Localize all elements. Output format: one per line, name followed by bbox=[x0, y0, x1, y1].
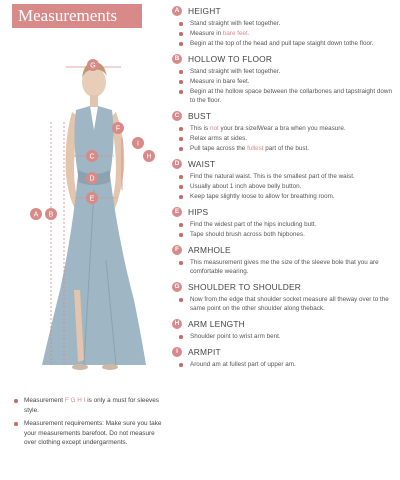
item-text-pre: Stand straight with feet together. bbox=[190, 68, 281, 75]
svg-text:D: D bbox=[89, 175, 95, 183]
section-item bbox=[172, 134, 396, 143]
section-header bbox=[172, 345, 396, 359]
bullet-dot bbox=[179, 42, 183, 46]
item-text-pre: Begin at the hollow space between the collarbones and tapstraight down to the floor. bbox=[190, 88, 392, 104]
item-text-pre: Relax arms at sides. bbox=[190, 135, 248, 142]
item-text-pre: This measurement gives me the size of the sleeve bole that you are comfortable wearing. bbox=[190, 259, 379, 275]
letter-badge: I bbox=[172, 347, 182, 357]
bullet-dot bbox=[179, 70, 183, 74]
svg-text:C: C bbox=[89, 153, 95, 161]
section-header bbox=[172, 4, 396, 18]
bullet-dot bbox=[179, 22, 183, 26]
bullet-dot bbox=[14, 422, 18, 426]
section-item bbox=[172, 220, 396, 229]
section-item bbox=[172, 332, 396, 341]
item-text-accent: not bbox=[209, 125, 219, 132]
section-title: HIPS bbox=[188, 207, 209, 217]
svg-text:A: A bbox=[33, 211, 39, 219]
item-text-pre: Stand straight with feet together. bbox=[190, 20, 281, 27]
section-header bbox=[172, 157, 396, 171]
item-text-pre: Find the natural waist. This is the smallest part of the waist. bbox=[190, 173, 355, 180]
svg-text:G: G bbox=[90, 62, 96, 70]
svg-text:E: E bbox=[89, 195, 95, 203]
section-header bbox=[172, 317, 396, 331]
figure-badge-b bbox=[45, 208, 57, 220]
section-item bbox=[172, 124, 396, 133]
dress-shape bbox=[42, 106, 146, 365]
letter-badge: G bbox=[172, 282, 182, 292]
svg-text:I: I bbox=[137, 140, 139, 148]
section-armpit bbox=[172, 345, 396, 369]
item-text-pre: Tape should brush across both hipbones. bbox=[190, 231, 305, 238]
section-item bbox=[172, 29, 396, 38]
section-shoulder-to-shoulder bbox=[172, 280, 396, 313]
bullet-dot bbox=[179, 233, 183, 237]
figure-badge-i bbox=[132, 137, 144, 149]
bullet-dot bbox=[179, 147, 183, 151]
section-title: ARMPIT bbox=[188, 347, 221, 357]
svg-text:B: B bbox=[48, 211, 54, 219]
bullet-dot bbox=[179, 223, 183, 227]
figure-badge-g bbox=[87, 59, 99, 71]
section-arm-length bbox=[172, 317, 396, 341]
section-item bbox=[172, 182, 396, 191]
section-title: HEIGHT bbox=[188, 6, 221, 16]
letter-badge: A bbox=[172, 6, 182, 16]
letter-badge: B bbox=[172, 54, 182, 64]
letter-badge: D bbox=[172, 159, 182, 169]
bullet-dot bbox=[179, 32, 183, 36]
bullet-dot bbox=[179, 335, 183, 339]
section-title: ARMHOLE bbox=[188, 245, 231, 255]
dress-figure-illustration bbox=[6, 40, 166, 390]
item-text-pre: Measure in bbox=[190, 30, 223, 37]
section-header bbox=[172, 52, 396, 66]
figure-badge-a bbox=[30, 208, 42, 220]
item-text-accent: fullest bbox=[247, 145, 264, 152]
figure-badge-h bbox=[143, 150, 155, 162]
bullet-dot bbox=[179, 127, 183, 131]
section-item bbox=[172, 87, 396, 105]
item-text-post: part of the bust. bbox=[263, 145, 310, 152]
section-item bbox=[172, 295, 396, 313]
section-hollow-to-floor bbox=[172, 52, 396, 105]
bullet-dot bbox=[179, 175, 183, 179]
item-text-pre: Around am at fullest part of upper am. bbox=[190, 361, 296, 368]
item-text-pre: Find the widest part of the hips including butt. bbox=[190, 221, 317, 228]
item-text-pre: This is bbox=[190, 125, 210, 132]
item-text-pre: Begin at the top of the head and pull tape staight down tothe floor. bbox=[190, 40, 374, 47]
section-header bbox=[172, 109, 396, 123]
section-item bbox=[172, 144, 396, 153]
section-header bbox=[172, 243, 396, 257]
measurement-sections bbox=[172, 4, 396, 373]
section-item bbox=[172, 39, 396, 48]
shoe-shape bbox=[102, 364, 118, 370]
bullet-dot bbox=[179, 185, 183, 189]
figure-badge-e bbox=[86, 192, 98, 204]
bullet-dot bbox=[14, 399, 18, 403]
section-item bbox=[172, 77, 396, 86]
bullet-dot bbox=[179, 363, 183, 367]
bullet-dot bbox=[179, 90, 183, 94]
bullet-dot bbox=[179, 298, 183, 302]
item-text-pre: Shoulder point to wrist arm bent. bbox=[190, 333, 281, 340]
item-text-accent: bare feet. bbox=[222, 30, 250, 37]
bullet-dot bbox=[179, 137, 183, 141]
item-text-pre: Usually about 1 inch above belly button. bbox=[190, 183, 302, 190]
letter-badge: C bbox=[172, 111, 182, 121]
item-text-pre: Pull tape across the bbox=[190, 145, 248, 152]
letter-badge: E bbox=[172, 207, 182, 217]
section-waist bbox=[172, 157, 396, 201]
section-title: HOLLOW TO FLOOR bbox=[188, 54, 273, 64]
section-title: SHOULDER TO SHOULDER bbox=[188, 282, 302, 292]
section-bust bbox=[172, 109, 396, 153]
section-title: BUST bbox=[188, 111, 212, 121]
shoe-shape bbox=[72, 364, 88, 370]
item-text-pre: Measure in bare feet. bbox=[190, 78, 250, 85]
neck-shape bbox=[90, 95, 98, 107]
footnotes bbox=[14, 396, 164, 452]
bullet-dot bbox=[179, 195, 183, 199]
section-item bbox=[172, 192, 396, 201]
section-item bbox=[172, 19, 396, 28]
figure-badge-d bbox=[86, 172, 98, 184]
bullet-dot bbox=[179, 261, 183, 265]
section-item bbox=[172, 230, 396, 239]
svg-text:F: F bbox=[115, 125, 121, 133]
figure-badge-c bbox=[86, 150, 98, 162]
figure-badge-f bbox=[112, 122, 124, 134]
section-header bbox=[172, 280, 396, 294]
footnote-sleeves: Measurement F G H I is only a must for sleeves style. bbox=[14, 396, 164, 415]
section-height bbox=[172, 4, 396, 48]
section-item bbox=[172, 172, 396, 181]
section-item bbox=[172, 360, 396, 369]
section-header bbox=[172, 205, 396, 219]
item-text-pre: Now from the edge that shoulder socket measure all theway over to the same point on the other shoulder along theback. bbox=[190, 296, 389, 312]
section-hips bbox=[172, 205, 396, 239]
bullet-dot bbox=[179, 80, 183, 84]
section-armhole bbox=[172, 243, 396, 276]
letter-badge: H bbox=[172, 319, 182, 329]
letter-badge: F bbox=[172, 245, 182, 255]
footnote-requirements: Measurement requirements: Make sure you take your measurements barefoot. Do not measure over clothing except undergarments. bbox=[14, 419, 164, 448]
section-item bbox=[172, 258, 396, 276]
section-title: ARM LENGTH bbox=[188, 319, 245, 329]
page-title: Measurements bbox=[12, 4, 142, 28]
item-text-pre: Keep tape slightly loose to allow for breathing room. bbox=[190, 193, 335, 200]
section-item bbox=[172, 67, 396, 76]
section-title: WAIST bbox=[188, 159, 216, 169]
item-text-post: your bra sizelWear a bra when you measure. bbox=[218, 125, 346, 132]
svg-text:H: H bbox=[146, 153, 152, 161]
